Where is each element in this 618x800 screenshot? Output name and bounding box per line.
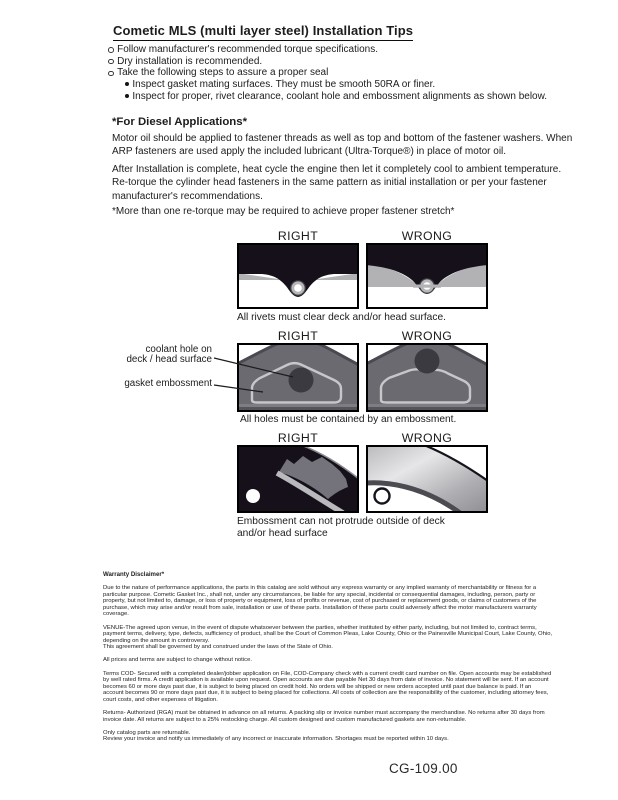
coolant-hole-label-line2: deck / head surface bbox=[126, 354, 212, 366]
rivet-clearance-wrong-diagram bbox=[366, 243, 488, 309]
coolant-hole-label-line1: coolant hole on bbox=[145, 344, 212, 355]
disclaimer-paragraph: Only catalog parts are returnable. bbox=[103, 729, 191, 736]
hole-embossment-wrong-diagram bbox=[366, 343, 488, 412]
row1-caption: All rivets must clear deck and/or head surface. bbox=[237, 312, 446, 323]
tip-text: Take the following steps to assure a proper seal bbox=[117, 67, 329, 79]
installation-tips-list bbox=[108, 44, 580, 103]
rivet-clearance-right-diagram bbox=[237, 243, 359, 309]
row2-caption: All holes must be contained by an embossment. bbox=[240, 414, 457, 425]
disclaimer-paragraph: VENUE-The agreed upon venue, in the event of dispute whatsoever between the parties, whether instituted by either party, including, but not limited to, contract terms, payment terms, delivery, type, defects, sufficiency of product, shall be the Court of Common Pleas, Lake County, Ohio or the Painesville Municipal Court, Lake County, Ohio, depending on the amount in controversy. bbox=[103, 624, 553, 644]
coolant-hole-label bbox=[100, 345, 212, 365]
tip-row bbox=[108, 67, 580, 79]
tip-text: Dry installation is recommended. bbox=[117, 55, 263, 67]
retorque-note: *More than one re-torque may be required to achieve proper fastener stretch* bbox=[112, 206, 455, 217]
warranty-disclaimer-section bbox=[103, 572, 553, 749]
filled-bullet-icon bbox=[125, 82, 129, 86]
row2-right-label: RIGHT bbox=[277, 329, 319, 343]
row1-wrong-label: WRONG bbox=[401, 229, 453, 243]
row3-caption bbox=[237, 516, 487, 539]
filled-bullet-icon bbox=[125, 94, 129, 98]
disclaimer-heading: Warranty Disclaimer* bbox=[103, 571, 165, 578]
row3-caption-line2: and/or head surface bbox=[237, 527, 328, 539]
disclaimer-paragraph: Returns- Authorized (RGA) must be obtained in advance on all returns. A packing slip or invoice number must accompany the merchandise. No returns after 30 days from invoice date. All returns are subject to a 25% restocking charge. All custom designed and custom manufactured gaskets are non-returnable. bbox=[103, 710, 545, 723]
sub-tip-row bbox=[108, 91, 580, 103]
diesel-paragraph-2: After Installation is complete, heat cycle the engine then let it completely cool to ambient temperature. Re-torque the cylinder head fasteners in the same pattern as initial installation or per your fastener manufacturer's recommendations. bbox=[112, 164, 562, 202]
tip-text: Follow manufacturer's recommended torque specifications. bbox=[117, 44, 379, 55]
sub-tip-row bbox=[108, 79, 580, 91]
tip-row bbox=[108, 56, 580, 68]
protrusion-right-diagram bbox=[237, 445, 359, 513]
disclaimer-paragraph: Review your invoice and notify us immediately of any incorrect or inaccurate information. Shortages must be reported within 10 days. bbox=[103, 736, 449, 743]
page-title: Cometic MLS (multi layer steel) Installation Tips bbox=[113, 23, 413, 41]
disclaimer-paragraph: All prices and terms are subject to change without notice. bbox=[103, 657, 252, 664]
open-bullet-icon bbox=[108, 71, 114, 77]
row3-caption-line1: Embossment can not protrude outside of deck bbox=[237, 516, 445, 527]
gasket-embossment-label: gasket embossment bbox=[124, 378, 212, 389]
open-bullet-icon bbox=[108, 59, 114, 65]
page-code: CG-109.00 bbox=[389, 761, 458, 776]
row2-wrong-label: WRONG bbox=[401, 329, 453, 343]
open-bullet-icon bbox=[108, 47, 114, 53]
tip-row bbox=[108, 44, 580, 56]
protrusion-wrong-diagram bbox=[366, 445, 488, 513]
disclaimer-paragraph: Terms COD- Secured with a completed dealer/jobber application on File, COD-Company check with a current credit card number on file. Open accounts may be established by well rated firms. A credit application is available upon request. Open accounts are due payable Net 30 days from date of invoice. No statement will be sent. If an account becomes 60 or more days past due, it is subject to being placed on credit hold. No orders will be shipped or new orders accepted until past due balance is paid. If an account becomes 90 or more days past due, it is subject to being placed for collections. All costs of collection are the responsibility of the customer, including attorney fees, court costs, and other expenses of litigation. bbox=[103, 670, 552, 703]
diesel-paragraph-1: Motor oil should be applied to fastener threads as well as top and bottom of the fastener washers. When ARP fasteners are used apply the included lubricant (Ultra-Torque®) in place of motor oil. bbox=[112, 133, 573, 158]
row1-right-label: RIGHT bbox=[277, 229, 319, 243]
row3-right-label: RIGHT bbox=[277, 431, 319, 445]
disclaimer-paragraph: This agreement shall be governed by and construed under the laws of the State of Ohio. bbox=[103, 644, 333, 651]
hole-embossment-right-diagram bbox=[237, 343, 359, 412]
disclaimer-paragraph: Due to the nature of performance applications, the parts in this catalog are sold without any express warranty or any implied warranty of merchantability or fitness for a particular purpose. Cometic Gasket Inc., shall not, under any circumstances, be liable for any special, incidental or consequential damages, including, person, party or property, but not limited to, damage, or loss of property or equipment, loss of profits or revenue, cost of purchased or replacement goods, or claims of customers of the purchase, which may arise and/or result from sale, installation or use of these parts. Installation of these parts could adversely affect the motor manufacturers warranty coverage. bbox=[103, 585, 537, 618]
sub-tip-text: Inspect gasket mating surfaces. They must be smooth 50RA or finer. bbox=[132, 79, 436, 91]
sub-tip-text: Inspect for proper, rivet clearance, coolant hole and embossment alignments as shown below. bbox=[132, 90, 548, 102]
diesel-heading: *For Diesel Applications* bbox=[112, 116, 248, 128]
row3-wrong-label: WRONG bbox=[401, 431, 453, 445]
